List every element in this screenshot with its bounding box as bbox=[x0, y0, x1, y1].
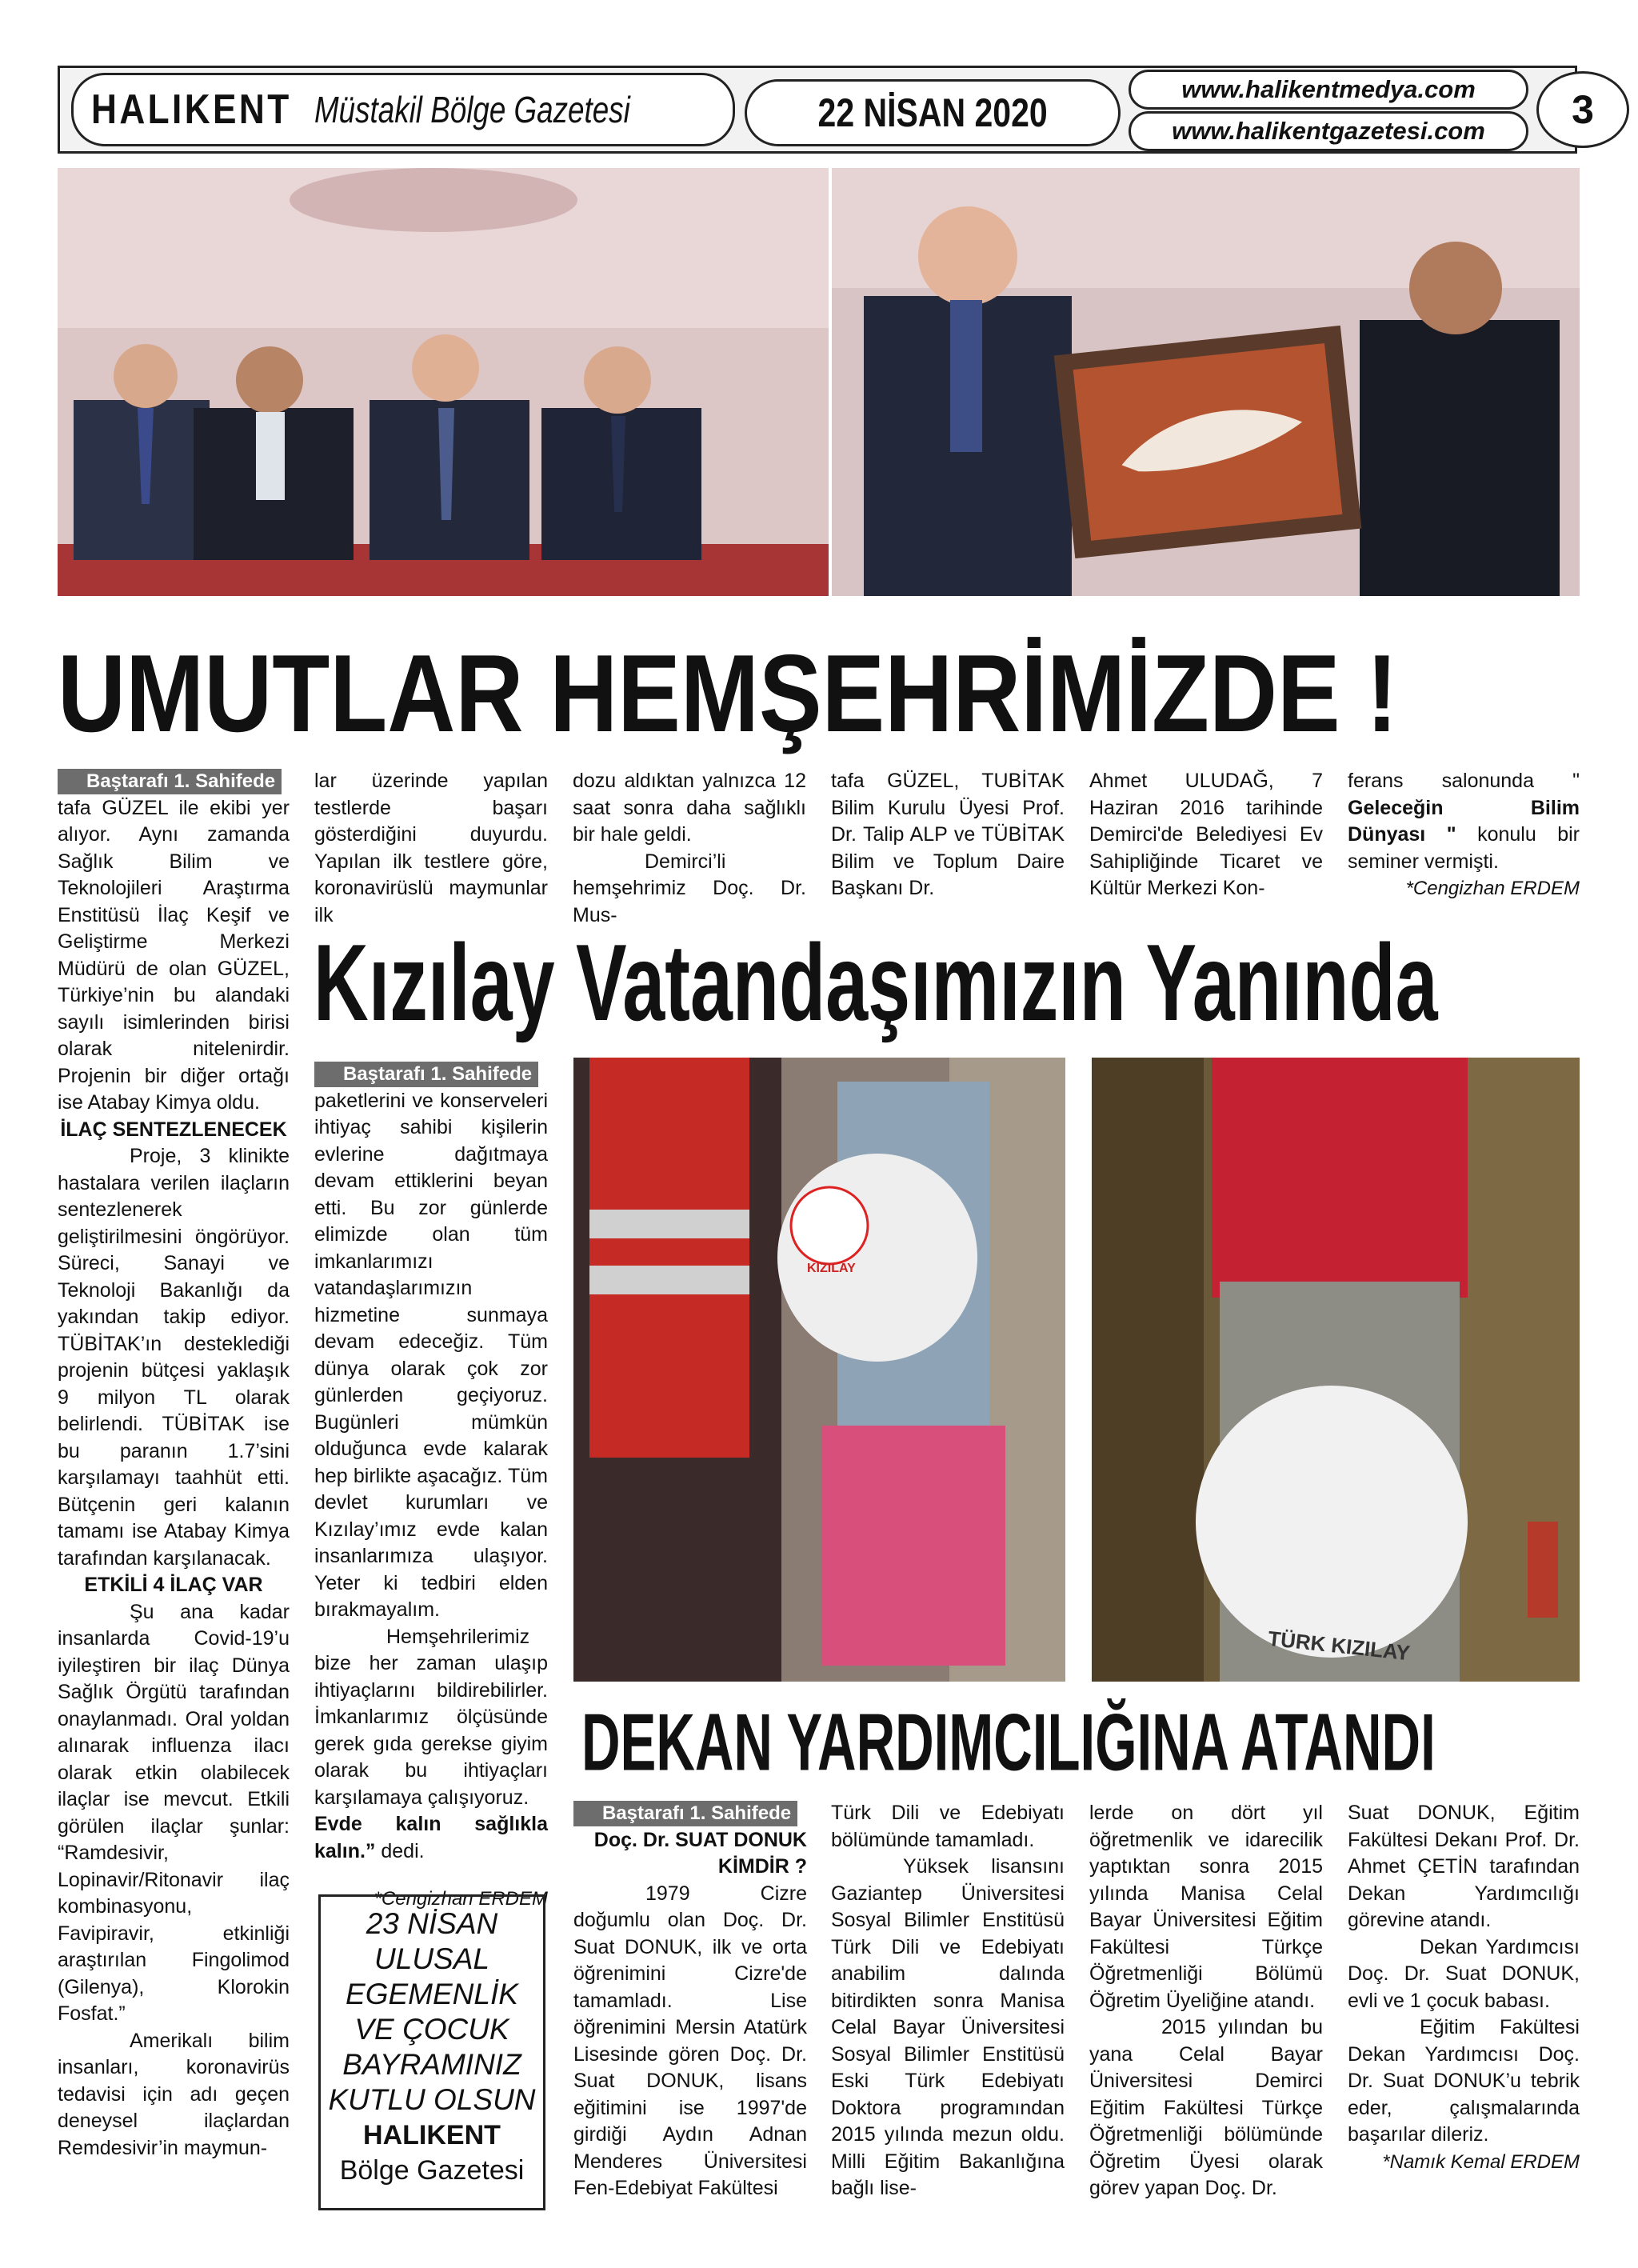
masthead-brand bbox=[71, 73, 735, 146]
byline: *Cengizhan ERDEM bbox=[1405, 878, 1580, 899]
continued-band: Baştarafı 1. Sahifede bbox=[314, 1062, 538, 1087]
brand-subtitle: Müstakil Bölge Gazetesi bbox=[314, 89, 630, 130]
photo-kizilay-delivery-2 bbox=[1092, 1058, 1580, 1682]
issue-date: 22 NİSAN 2020 bbox=[745, 79, 1121, 146]
continued-band: Baştarafı 1. Sahifede bbox=[573, 1801, 797, 1826]
headline-umutlar: UMUTLAR HEMŞEHRİMİZDE ! bbox=[58, 632, 1398, 755]
website-link-2[interactable]: www.halikentgazetesi.com bbox=[1129, 111, 1528, 151]
article3-col4: Suat DONUK, Eğitim Fakültesi Dekanı Prof. Dr. Ahmet ÇETİN tarafından Dekan Yardımcılığı görevine atandı. Dekan Yardımcısı Doç. Dr. Suat DONUK, evli ve 1 çocuk babası. Eğitim Fakültesi Dekan Yardımcısı Doç. Dr. Suat DONUK’u tebrik eder, çalışmalarında başarılar dileriz. *Namık Kemal ERDEM bbox=[1348, 1800, 1580, 2175]
turk-kizilay-label: TÜRK KIZILAY bbox=[1266, 1626, 1412, 1666]
article1-col2: lar üzerinde yapılan testlerde başarı gösterdiğini duyurdu. Yapılan ilk testlere göre, koronavirüslü maymunlar ilk bbox=[314, 770, 548, 926]
subheading-etkili-ilac: ETKİLİ 4 İLAÇ VAR bbox=[84, 1574, 263, 1596]
box-subtitle: Bölge Gazetesi bbox=[339, 2155, 525, 2186]
subheading-ilac-sentez: İLAÇ SENTEZLENECEK bbox=[60, 1118, 287, 1141]
kizilay-bag-label: KIZILAY bbox=[807, 1262, 856, 1275]
article3-col1: Baştarafı 1. Sahifede Doç. Dr. SUAT DONUK KİMDİR ? 1979 Cizre doğumlu olan Doç. Dr. Suat DONUK, ilk ve orta öğrenimini Cizre'de tamamladı. Lise öğrenimini Mersin Atatürk Lisesinde gören Doç. Dr. Suat DONUK, lisans eğitimini ise 1997'de girdiği Aydın Adnan Menderes Üniversitesi Fen-Edebiyat Fakültesi bbox=[573, 1802, 807, 2199]
article1-col6: ferans salonunda " Geleceğin Bilim Dünyası " konulu bir seminer vermişti. *Cengizhan ERDEM bbox=[1348, 768, 1580, 902]
headline-kizilay: Kızılay Vatandaşımızın Yanında bbox=[314, 922, 1438, 1043]
article1-col3: dozu aldıktan yalnızca 12 saat sonra daha sağlıklı bir hale geldi. Demirci’li hemşehrimiz Doç. Dr. Mus- bbox=[573, 770, 806, 926]
article1-col4: tafa GÜZEL, TUBİTAK Bilim Kurulu Üyesi Prof. Dr. Talip ALP ve TÜBİTAK Bilim ve Toplum Daire Başkanı Dr. bbox=[831, 770, 1065, 899]
holiday-greeting-box: 23 NİSAN ULUSAL EGEMENLİK VE ÇOCUK BAYRAMINIZ KUTLU OLSUN HALIKENT Bölge Gazetesi bbox=[318, 1894, 545, 2210]
box-brand: HALIKENT bbox=[363, 2120, 501, 2150]
subheading-kimdir: Doç. Dr. SUAT DONUK KİMDİR ? bbox=[593, 1828, 807, 1878]
byline: *Namık Kemal ERDEM bbox=[1382, 2150, 1580, 2173]
photo-officials-stage bbox=[58, 168, 829, 596]
article3-col3: lerde on dört yıl öğretmenlik ve idarecilik yaptıktan sonra 2015 yılında Manisa Celal Bayar Üniversitesi Eğitim Fakültesi Türkçe Öğretmenliği Bölümü Öğretim Üyeliğine atandı. 2015 yılından bu yana Celal Bayar Üniversitesi Demirci Eğitim Fakültesi Türkçe Öğretmenliği bölümünde Öğretim Üyesi olarak görev yapan Doç. Dr. bbox=[1089, 1802, 1323, 2199]
article2-col: Baştarafı 1. Sahifede paketlerini ve konserveleri ihtiyaç sahibi kişilerin evlerine dağıtmaya devam ettiklerini beyan etti. Bu zor günlerde elimizde olan tüm imkanlarımızı vatandaşlarımızın hizmetine sunmaya devam edeceğiz. Tüm dünya olarak çok zor günlerden geçiyoruz. Bugünleri mümkün olduğunca evde kalarak hep birlikte aşacağız. Tüm devlet kurumları ve Kızılay’ımız evde kalan insanlarımıza ulaşıyor. Yeter ki tedbiri elden bırakmayalım. Hemşehrilerimiz bize her zaman ulaşıp ihtiyaçlarını bildirebilirler. İmkanlarımız ölçüsünde gerek gıda gerekse giyim olarak bu ihtiyaçları karşılamaya çalışıyoruz. Evde kalın sağlıkla kalın.” dedi. *Cengizhan ERDEM bbox=[314, 1061, 548, 1913]
continued-band: Baştarafı 1. Sahifede bbox=[58, 769, 282, 794]
page-number: 3 bbox=[1536, 71, 1629, 148]
headline-dekan: DEKAN YARDIMCILIĞINA ATANDI bbox=[581, 1697, 1436, 1788]
article1-col1: Baştarafı 1. Sahifede tafa GÜZEL ile ekibi yer alıyor. Aynı zamanda Sağlık Bilim ve Teknolojileri Araştırma Enstitüsü İlaç Keşif ve Geliştirme Merkezi Müdürü de olan GÜZEL, Türkiye’nin bu alandaki sayılı isimlerinden birisi olarak nitelenirdir. Projenin bir diğer ortağı ise Atabay Kimya oldu. İLAÇ SENTEZLENECEK Proje, 3 klinikte hastalara verilen ilaçların sentezlenerek geliştirilmesini öngörüyor. Süreci, Sanayi ve Teknoloji Bakanlığı da yakından takip ediyor. TÜBİTAK’ın desteklediği projenin bütçesi yaklaşık 9 milyon TL olarak belirlendi. TÜBİTAK ise bu paranın 1.7’sini karşılamayı taahhüt etti. Bütçenin geri kalanın tamamı ise Atabay Kimya tarafından karşılanacak. ETKİLİ 4 İLAÇ VAR Şu ana kadar insanlarda Covid-19’u iyileştiren bir ilaç Dünya Sağlık Örgütü tarafından onaylanmadı. Oral yoldan alınarak influenza ilacı olarak etkin olabilecek ilaçlar ise mevcut. Etkili görülen ilaçlar şunlar: “Ramdesivir, Lopinavir/Ritonavir ilaç kombinasyonu, Favipiravir, etkinliği araştırılan Fingolimod (Gilenya), Klorokin Fosfat.” Amerikalı bilim insanları, koronavirüs tedavisi için adı geçen deneysel ilaçlardan Remdesivir’in maymun- bbox=[58, 770, 290, 2159]
photo-kizilay-delivery-1 bbox=[573, 1058, 1065, 1682]
photo-plaque-presentation bbox=[832, 168, 1580, 596]
byline: *Cengizhan ERDEM bbox=[374, 1888, 548, 1910]
article1-col5: Ahmet ULUDAĞ, 7 Haziran 2016 tarihinde Demirci'de Belediyesi Ev Sahipliğinde Ticaret ve Kültür Merkezi Kon- bbox=[1089, 770, 1323, 899]
brand-name: HALIKENT bbox=[91, 86, 292, 133]
article3-col2: Türk Dili ve Edebiyatı bölümünde tamamladı. Yüksek lisansını Gaziantep Üniversitesi Sosyal Bilimler Enstitüsü Türk Dili ve Edebiyatı anabilim dalında bitirdikten sonra Manisa Celal Bayar Üniversitesi Sosyal Bilimler Enstitüsü Eski Türk Edebiyatı Doktora programından 2015 yılında mezun oldu. Milli Eğitim Bakanlığına bağlı lise- bbox=[831, 1802, 1065, 2199]
website-link-1[interactable]: www.halikentmedya.com bbox=[1129, 70, 1528, 110]
masthead bbox=[58, 66, 1594, 154]
